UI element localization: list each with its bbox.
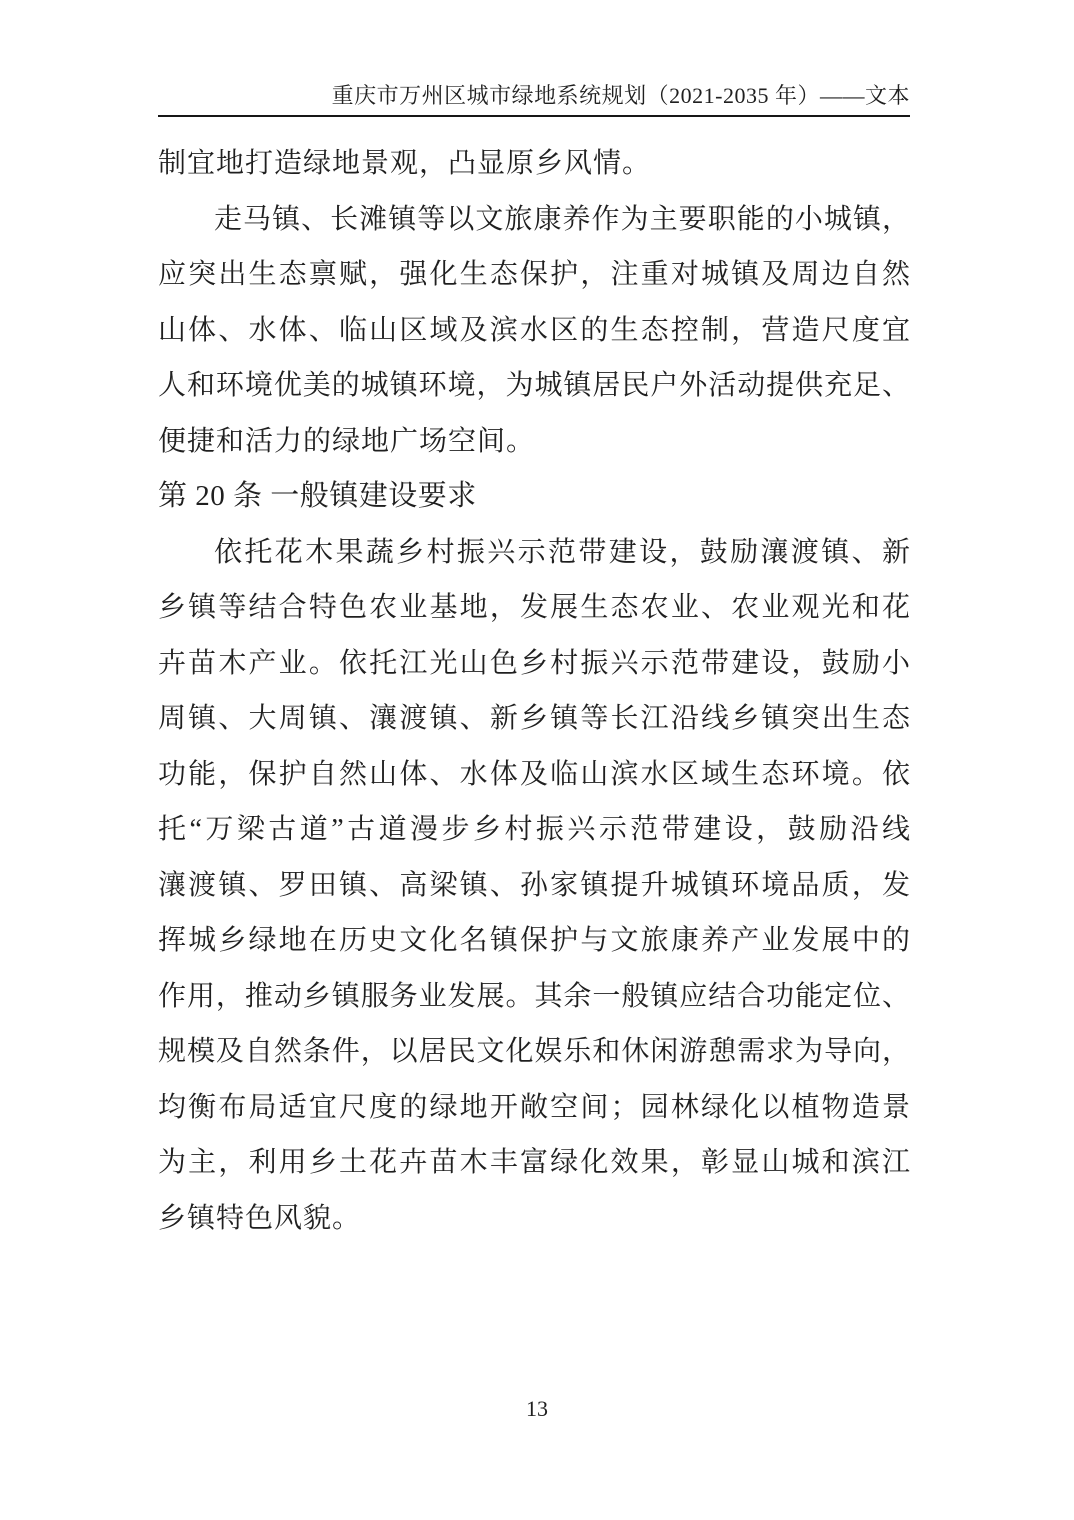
body-line: 乡镇特色风貌。 xyxy=(158,1202,362,1234)
body-line: 瀼渡镇、罗田镇、高梁镇、孙家镇提升城镇环境品质，发 xyxy=(158,869,910,901)
body-line: 走马镇、长滩镇等以文旅康养作为主要职能的小城镇， xyxy=(214,203,910,235)
body-line: 便捷和活力的绿地广场空间。 xyxy=(158,425,536,457)
body-line: 人和环境优美的城镇环境，为城镇居民户外活动提供充足、 xyxy=(158,370,910,401)
page-header-title: 重庆市万州区城市绿地系统规划（2021-2035 年）——文本 xyxy=(158,82,910,117)
body-line: 卉苗木产业。依托江光山色乡村振兴示范带建设，鼓励小 xyxy=(158,647,910,679)
body-line: 应突出生态禀赋，强化生态保护，注重对城镇及周边自然 xyxy=(158,259,910,290)
body-line: 周镇、大周镇、瀼渡镇、新乡镇等长江沿线乡镇突出生态 xyxy=(158,703,910,734)
body-line: 托“万梁古道”古道漫步乡村振兴示范带建设，鼓励沿线 xyxy=(158,814,910,845)
body-line: 山体、水体、临山区域及滨水区的生态控制，营造尺度宜 xyxy=(158,314,910,346)
body-line: 制宜地打造绿地景观，凸显原乡风情。 xyxy=(158,148,652,179)
article-heading: 第 20 条 一般镇建设要求 xyxy=(158,480,477,512)
body-line: 乡镇等结合特色农业基地，发展生态农业、农业观光和花 xyxy=(158,592,910,623)
page-number: 13 xyxy=(526,1396,548,1421)
body-line: 为主，利用乡土花卉苗木丰富绿化效果，彰显山城和滨江 xyxy=(158,1147,910,1178)
body-line: 作用，推动乡镇服务业发展。其余一般镇应结合功能定位、 xyxy=(158,980,910,1012)
body-line: 依托花木果蔬乡村振兴示范带建设，鼓励瀼渡镇、新 xyxy=(214,536,910,568)
body-line: 挥城乡绿地在历史文化名镇保护与文旅康养产业发展中的 xyxy=(158,925,910,956)
body-line: 功能，保护自然山体、水体及临山滨水区域生态环境。依 xyxy=(158,758,910,790)
body-line: 规模及自然条件，以居民文化娱乐和休闲游憩需求为导向， xyxy=(158,1036,910,1067)
body-text-block xyxy=(158,136,910,1246)
body-line: 均衡布局适宜尺度的绿地开敞空间；园林绿化以植物造景 xyxy=(158,1091,910,1123)
